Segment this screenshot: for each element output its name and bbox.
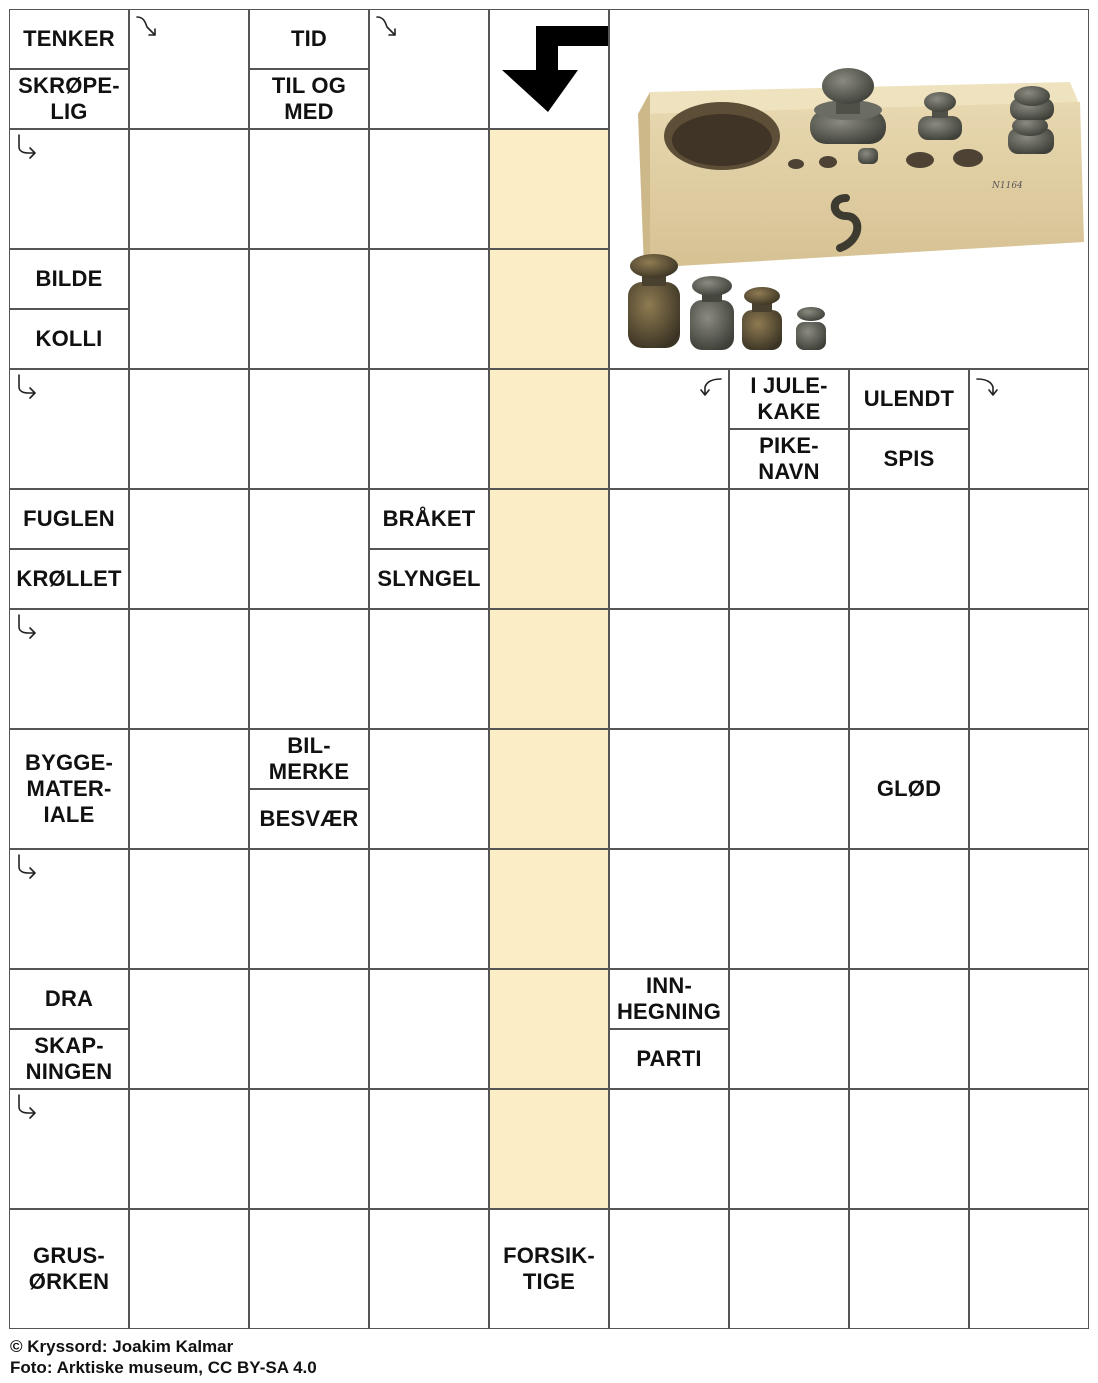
svg-text:N1164: N1164 [992,181,1023,191]
answer-cell[interactable] [609,489,729,609]
answer-cell[interactable] [729,1089,849,1209]
answer-cell[interactable] [369,369,489,489]
clue-cell: FUGLEN [9,489,129,549]
clue-cell: TIL OG MED [249,69,369,129]
answer-cell[interactable] [849,1089,969,1209]
clue-cell: DRA [9,969,129,1029]
clue-cell: GRUS- ØRKEN [9,1209,129,1329]
answer-cell[interactable] [609,609,729,729]
answer-cell[interactable] [609,849,729,969]
answer-cell[interactable] [729,489,849,609]
answer-cell[interactable] [609,729,729,849]
answer-cell[interactable] [849,849,969,969]
clue-cell: SKAP- NINGEN [9,1029,129,1089]
answer-cell[interactable] [249,1209,369,1329]
clue-cell: BILDE [9,249,129,309]
answer-cell[interactable] [729,969,849,1089]
answer-cell[interactable] [129,1089,249,1209]
answer-cell[interactable] [249,249,369,369]
answer-cell[interactable] [249,969,369,1089]
answer-cell[interactable] [729,729,849,849]
clue-cell: GLØD [849,729,969,849]
clue-cell: BYGGE- MATER- IALE [9,729,129,849]
clue-cell: BESVÆR [249,789,369,849]
clue-cell: SKRØPE- LIG [9,69,129,129]
credit-crossword: © Kryssord: Joakim Kalmar [10,1337,234,1356]
solution-cell[interactable] [489,489,609,609]
arrow-down-right-icon [13,373,41,401]
answer-cell[interactable] [729,849,849,969]
answer-cell[interactable] [729,1209,849,1329]
answer-cell[interactable] [129,369,249,489]
answer-cell[interactable] [129,249,249,369]
clue-cell: ULENDT [849,369,969,429]
answer-cell[interactable] [609,1209,729,1329]
brass-weights-photo-icon [610,10,1088,368]
clue-cell: KRØLLET [9,549,129,609]
answer-cell[interactable] [969,969,1089,1089]
answer-cell[interactable] [969,1089,1089,1209]
crossword-grid [9,9,1089,1329]
clue-cell: I JULE- KAKE [729,369,849,429]
arrow-down-right-icon [13,133,41,161]
down-arrow-icon [490,10,608,128]
answer-cell[interactable] [249,369,369,489]
answer-cell[interactable] [369,729,489,849]
answer-cell[interactable] [369,849,489,969]
answer-cell[interactable] [129,129,249,249]
solution-cell[interactable] [489,129,609,249]
answer-cell[interactable] [249,849,369,969]
answer-cell[interactable] [849,609,969,729]
answer-cell[interactable] [129,849,249,969]
answer-cell[interactable] [729,609,849,729]
credits [10,1336,317,1378]
answer-cell[interactable] [129,609,249,729]
solution-arrow-cell [489,9,609,129]
clue-cell: KOLLI [9,309,129,369]
answer-cell[interactable] [249,489,369,609]
solution-cell[interactable] [489,249,609,369]
answer-cell[interactable] [129,1209,249,1329]
answer-cell[interactable] [969,729,1089,849]
answer-cell[interactable] [369,129,489,249]
answer-cell[interactable] [369,609,489,729]
clue-cell: PARTI [609,1029,729,1089]
credit-photo: Foto: Arktiske museum, CC BY-SA 4.0 [10,1358,317,1377]
answer-cell[interactable] [369,1209,489,1329]
solution-cell[interactable] [489,969,609,1089]
solution-cell[interactable] [489,849,609,969]
answer-cell[interactable] [849,489,969,609]
solution-cell[interactable] [489,369,609,489]
answer-cell[interactable] [849,1209,969,1329]
answer-cell[interactable] [129,969,249,1089]
answer-cell[interactable] [609,1089,729,1209]
clue-cell: FORSIK- TIGE [489,1209,609,1329]
arrow-down-right-icon [13,1093,41,1121]
answer-cell[interactable] [369,249,489,369]
answer-cell[interactable] [849,969,969,1089]
answer-cell[interactable] [969,489,1089,609]
answer-cell[interactable] [369,969,489,1089]
answer-cell[interactable] [129,729,249,849]
photo-panel [609,9,1089,369]
clue-cell: PIKE- NAVN [729,429,849,489]
answer-cell[interactable] [129,489,249,609]
solution-cell[interactable] [489,609,609,729]
clue-cell: SPIS [849,429,969,489]
answer-cell[interactable] [249,129,369,249]
arrow-right-down-icon [973,373,1001,401]
arrow-left-down-icon [697,373,725,401]
clue-cell: TID [249,9,369,69]
answer-cell[interactable] [249,1089,369,1209]
answer-cell[interactable] [969,609,1089,729]
arrow-down-right-icon [13,613,41,641]
answer-cell[interactable] [969,1209,1089,1329]
arrow-down-right-icon [13,853,41,881]
arrow-right-down-icon [373,13,401,41]
clue-cell: BIL- MERKE [249,729,369,789]
answer-cell[interactable] [249,609,369,729]
answer-cell[interactable] [369,1089,489,1209]
clue-cell: BRÅKET [369,489,489,549]
clue-cell: INN- HEGNING [609,969,729,1029]
clue-cell: SLYNGEL [369,549,489,609]
answer-cell[interactable] [969,849,1089,969]
arrow-right-down-icon [133,13,161,41]
clue-cell: TENKER [9,9,129,69]
solution-cell[interactable] [489,1089,609,1209]
solution-cell[interactable] [489,729,609,849]
